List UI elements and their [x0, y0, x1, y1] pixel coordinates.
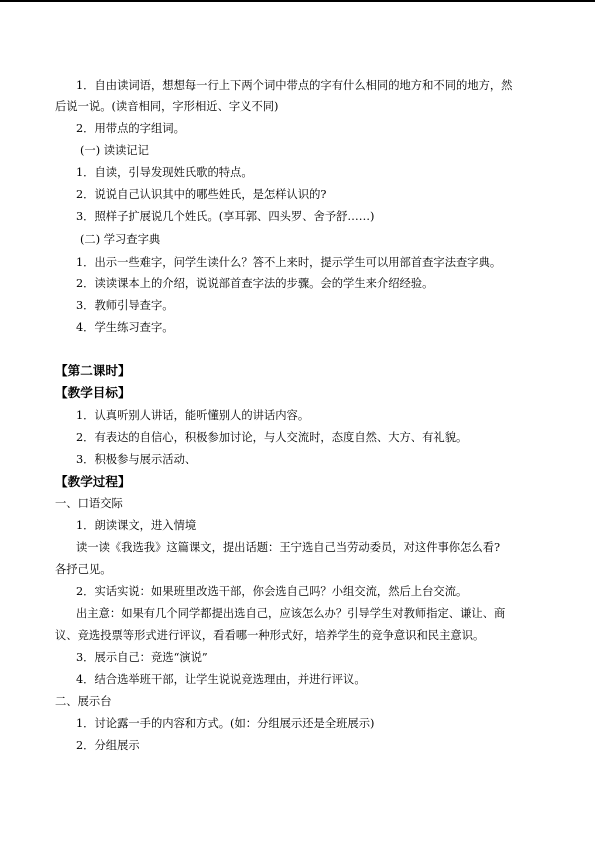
text-line: 2．实话实说：如果班里改选干部，你会选自己吗？小组交流，然后上台交流。: [76, 585, 468, 598]
process-heading: 【教学过程】: [55, 474, 131, 489]
text-line: 议、竞选投票等形式进行评议，看看哪一种形式好，培养学生的竞争意识和民主意识。: [55, 629, 485, 642]
text-line: 4．结合选举班干部，让学生说说竞选理由，并进行评议。: [76, 673, 366, 686]
text-line: 后说一说。(读音相同，字形相近、字义不同): [55, 100, 279, 113]
text-line: 1．朗读课文，进入情境: [76, 519, 197, 532]
goals-heading: 【教学目标】: [55, 385, 131, 400]
text-line: 3．照样子扩展说几个姓氏。(享耳郭、四头罗、舍予舒……): [76, 210, 375, 223]
text-line: 3．积极参与展示活动、: [76, 453, 197, 466]
text-line: 2．分组展示: [76, 739, 140, 752]
text-line: 3．教师引导查字。: [76, 299, 174, 312]
text-line: 2．用带点的字组词。: [76, 122, 185, 135]
text-line: 1．自读，引导发现姓氏歌的特点。: [76, 166, 253, 179]
section-heading: 一、口语交际: [55, 497, 123, 510]
text-line: 1．讨论露一手的内容和方式。(如：分组展示还是全班展示): [76, 717, 375, 730]
section-heading: 二、展示台: [55, 695, 112, 708]
text-line: 1．自由读词语，想想每一行上下两个词中带点的字有什么相同的地方和不同的地方，然: [76, 79, 513, 92]
text-line: 1．出示一些难字，问学生读什么？答不上来时，提示学生可以用部首查字法查字典。: [76, 256, 502, 269]
lesson-heading: 【第二课时】: [55, 363, 131, 378]
text-line: 各抒己见。: [55, 563, 112, 576]
text-line: 出主意：如果有几个同学都提出选自己，应该怎么办？引导学生对教师指定、谦让、商: [76, 607, 506, 620]
text-line: 3．展示自己：竞选“演说”: [76, 651, 208, 664]
text-line: 2．说说自己认识其中的哪些姓氏，是怎样认识的?: [76, 188, 327, 201]
text-line: 2．有表达的自信心，积极参加讨论，与人交流时，态度自然、大方、有礼貌。: [76, 431, 468, 444]
text-line: 读一读《我选我》这篇课文，提出话题：王宁选自己当劳动委员，对这件事你怎么看?: [76, 541, 501, 554]
text-line: 2．读读课本上的介绍，说说部首查字法的步骤。会的学生来介绍经验。: [76, 277, 434, 290]
text-line: 1．认真听别人讲话，能听懂别人的讲话内容。: [76, 409, 310, 422]
section-heading: (一) 读读记记: [80, 144, 149, 157]
section-heading: (二) 学习查字典: [80, 233, 161, 246]
text-line: 4．学生练习查字。: [76, 321, 174, 334]
